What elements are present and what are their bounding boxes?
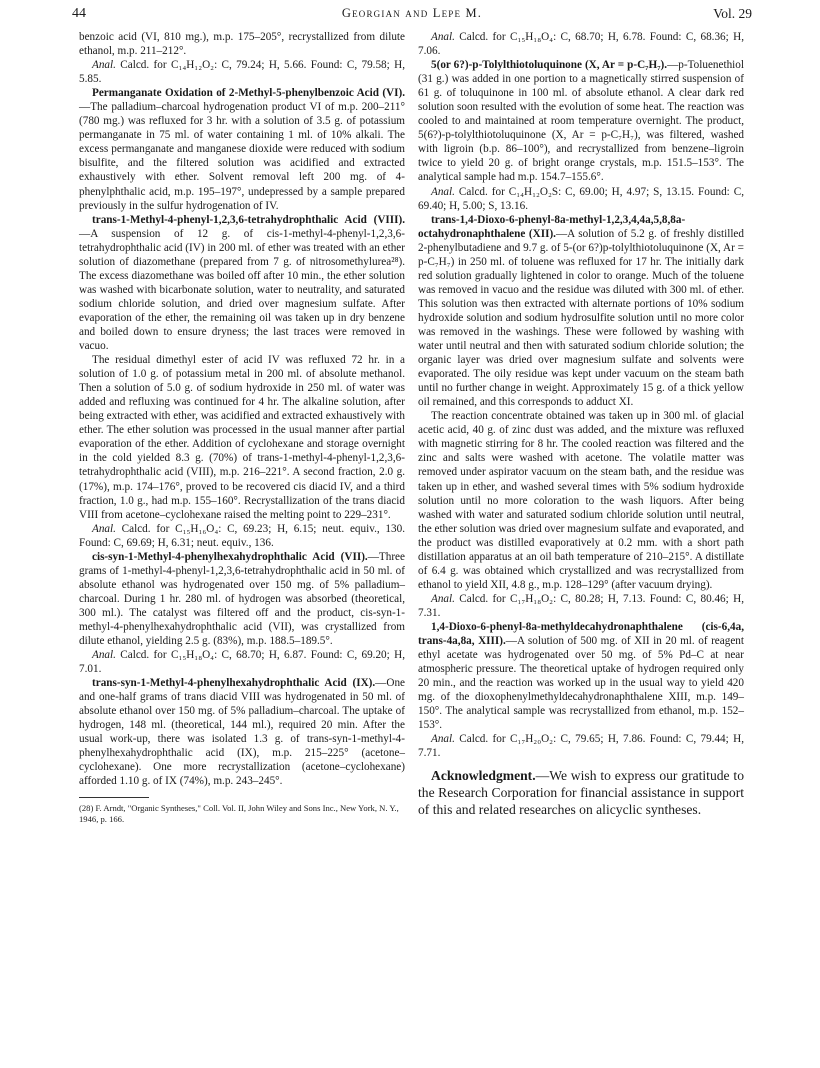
running-title: Georgian and Lepe M. [341,6,483,20]
paragraph [79,30,405,58]
paragraph-text: —The palladium–charcoal hydrogenation product VI of m.p. 200–211° (780 mg.) was refluxed for 3 hr. with a solution of 3.5 g. of potassium permanganate in 75 ml. of water containing 1 ml. of 10% alkali. The excess permanganate and manganese dioxide were reduced with sodium bisulfite, and the filtered solution was acidified and extracted exhaustively with ether. Solvent removal left 200 mg. of 4-phenylphthalic acid, m.p. 195–197°, undepressed by a sample prepared previously in the sulfur hydrogenation of IV. [79,101,405,212]
paragraph-text: The residual dimethyl ester of acid IV was refluxed 72 hr. in a solution of 1.0 g. of potassium metal in 200 ml. of absolute methanol. Then a solution of 5.0 g. of sodium hydroxide in 250 ml. of water was added and refluxing was continued for 4 hr. The alkaline solution, after being extracted with ether, was acidified and extracted exhaustively with ether. The ether solution was processed in the usual manner after partial evaporation of the ether. Addition of cyclohexane and storage overnight in the cold yielded 8.3 g. (70%) of trans-1-methyl-4-phenyl-1,2,3,6-tetrahydrophthalic acid (VIII), m.p. 216–221°. A second fraction, 2.0 g. (17%), m.p. 174–176°, proved to be recovered cis diacid IV, and a third fraction, 1.0 g., had m.p. 155–160°. Recrystallization of the trans diacid VIII from acetone–cyclohexane raised the melting point to 229–231°. [79,354,405,521]
paragraph [79,353,405,522]
analysis-label: Anal. [92,649,116,662]
paragraph [418,185,744,213]
paragraph-text: Calcd. for C₁₅H₁₈O₄: C, 68.70; H, 6.87. Found: C, 69.20; H, 7.01. [79,649,405,676]
paragraph [79,676,405,788]
paragraph [418,409,744,592]
paragraph-text: —One and one-half grams of trans diacid VIII was hydrogenated in 50 ml. of absolute ethanol over 150 mg. of 5% palladium–charcoal. The uptake of hydrogen, 148 ml. (theoretical, 144 ml.), required 20 min. After the usual work-up, there was isolated 1.3 g. of trans-syn-1-methyl-4-phenylhexahydrophthalic acid (IX), m.p. 215–225° (acetone–cyclohexane). One more recrystallization (acetone–cyclohexane) afforded 1.10 g. of IX (74%), m.p. 243–245°. [79,677,405,788]
paragraph [418,592,744,620]
left-column [79,30,405,825]
paragraph [418,620,744,732]
section-heading: Permanganate Oxidation of 2-Methyl-5-phenylbenzoic Acid (VI). [92,87,405,100]
analysis-label: Anal. [431,31,455,43]
section-heading: Acknowledgment. [431,768,536,784]
section-heading: cis-syn-1-Methyl-4-phenylhexahydrophthalic Acid (VII). [92,550,368,563]
paragraph-text: —We wish to express our gratitude to the Research Corporation for financial assistance in support of this and related researches on alicyclic syntheses. [418,768,744,818]
paragraph-text: Calcd. for C₁₄H₁₂O₂S: C, 69.00; H, 4.97; S, 13.15. Found: C, 69.40; H, 5.00; S, 13.16. [418,185,744,212]
footnote-rule [79,797,149,798]
paragraph [418,30,744,58]
paragraph [418,732,744,760]
paragraph-text: Calcd. for C₁₇H₂₀O₂: C, 79.65; H, 7.86. Found: C, 79.44; H, 7.71. [418,733,744,760]
paragraph [79,648,405,676]
paragraph [79,522,405,550]
paragraph-text: Calcd. for C₁₇H₁₈O₂: C, 80.28; H, 7.13. Found: C, 80.46; H, 7.31. [418,592,744,619]
paragraph [418,213,744,410]
analysis-label: Anal. [92,522,116,535]
paragraph [79,58,405,86]
paragraph-text: Calcd. for C₁₅H₁₈O₄: C, 68.70; H, 6.78. Found: C, 68.36; H, 7.06. [418,31,744,58]
analysis-label: Anal. [92,59,116,72]
paragraph [79,550,405,648]
section-heading: trans-1,4-Dioxo-6-phenyl-8a-methyl-1,2,3,4,4a,5,8,8a-octahydronaphthalene (XII). [418,213,686,240]
paragraph [79,213,405,353]
paragraph-text: Calcd. for C₁₅H₁₆O₄: C, 69.23; H, 6.15; neut. equiv., 130. Found: C, 69.69; H, 6.31; neut. equiv., 136. [79,522,405,549]
page-number: 44 [72,6,86,21]
paragraph-text: —p-Toluenethiol (31 g.) was added in one portion to a magnetically stirred suspension of 61 g. of toluquinone in 100 ml. of absolute ethanol. A clear dark red solution soon resulted with the evolution of some heat. The reaction was cooled to and maintained at room temperature overnight. The product, 5(6?)-p-tolylthiotoluquinone (X, Ar = p-C₇H₇), was filtered, washed with ligroin (b.p. 86–100°), and recrystallized from benzene–ligroin twice to yield 20 g. of bright orange crystals, m.p. 151.5–153°. The analytical sample had m.p. 154.7–155.6°. [418,59,744,184]
acknowledgment [418,767,744,818]
section-heading: 1,4-Dioxo-6-phenyl-8a-methyldecahydronaphthalene (cis-6,4a, trans-4a,8a, XIII). [418,620,744,648]
analysis-label: Anal. [431,185,455,198]
paragraph [418,58,744,184]
analysis-label: Anal. [431,592,455,605]
page-header [72,6,752,28]
section-heading: trans-1-Methyl-4-phenyl-1,2,3,6-tetrahydrophthalic Acid (VIII). [92,213,405,226]
section-heading: trans-syn-1-Methyl-4-phenylhexahydrophthalic Acid (IX). [92,677,376,690]
volume-label: Vol. 29 [713,6,752,21]
footnote: (28) F. Arndt, "Organic Syntheses," Coll. Vol. II, John Wiley and Sons Inc., New York, N. Y., 1946, p. 166. [79,802,399,824]
paragraph-text: benzoic acid (VI, 810 mg.), m.p. 175–205°, recrystallized from dilute ethanol, m.p. 211–212°. [79,31,405,58]
paragraph-text: The reaction concentrate obtained was taken up in 300 ml. of glacial acetic acid, 40 g. of zinc dust was added, and the mixture was refluxed with magnetic stirring for 8 hr. The cooled reaction was filtered and the zinc and salts were washed with acetone. The volatile matter was removed under aspirator vacuum on the steam bath, and the residue was taken up in ether, and washed several times with 5% sodium hydroxide solution until no more coloration to the wash liquors. After being washed with water and saturated sodium chloride solution until neutral, the ether solution was dried over magnesium sulfate and evaporated, and the product was distilled evaporatively at 0.2 mm. with a short path distillation apparatus at an oil bath temperature of 210–215°. A distillate of 6.4 g. was obtained which crystallized and was recrystallized from ethanol to yield XII, 4.8 g., m.p. 128–129° (after vacuum drying). [418,410,744,591]
paragraph [79,86,405,212]
analysis-label: Anal. [431,733,455,746]
paragraph-text: —Three grams of 1-methyl-4-phenyl-1,2,3,6-tetrahydrophthalic acid in 50 ml. of absolute ethanol was hydrogenated over 150 mg. of 5% palladium–charcoal. During 1 hr. 280 ml. of hydrogen was absorbed (theoretical, 300 ml.). The catalyst was filtered off and the product, cis-syn-1-methyl-4-phenylhexahydrophthalic acid (VII), was crystallized from dilute ethanol, yielding 2.5 g. (83%), m.p. 188.5–189.5°. [79,550,405,648]
paragraph-text: —A solution of 500 mg. of XII in 20 ml. of reagent ethyl acetate was hydrogenated over 50 mg. of 5% Pd–C at near atmospheric pressure. The theoretical uptake of hydrogen required only 20 min., and the reaction was worked up in the usual way to yield 420 mg. of the dioxophenylmethyldecahydronaphthalene XIII, m.p. 149–150°. The analytical sample was recrystallized from ethanol, m.p. 152–153°. [418,635,745,732]
paragraph-text: Calcd. for C₁₄H₁₂O₂: C, 79.24; H, 5.66. Found: C, 79.58; H, 5.85. [79,59,405,86]
paragraph-text: —A suspension of 12 g. of cis-1-methyl-4-phenyl-1,2,3,6-tetrahydrophthalic acid (IV) in 200 ml. of ether was treated with an ether solution of diazomethane (prepared from 7 g. of nitrosomethylurea²⁸). The excess diazomethane was boiled off after 10 min., the ether solution was washed with bicarbonate solution, water to neutrality, and saturated sodium chloride solution, and dried over magnesium sulfate. After evaporation of the ether, the remaining oil was taken up in dry benzene and boiled down to ensure dryness; the last traces were removed in vacuo. [79,227,405,353]
section-heading: 5(or 6?)-p-Tolylthiotoluquinone (X, Ar = p-C₇H₇). [431,59,668,72]
right-column [418,30,744,818]
paragraph-text: —A solution of 5.2 g. of freshly distilled 2-phenylbutadiene and 9.7 g. of 5-(or 6?)p-tolylthiotoluquinone (X, Ar = p-C₇H₇) in 250 ml. of toluene was refluxed for 17 hr. The initially dark red solution gradually lightened in color to orange. Much of the toluene was removed in vacuo and the residue was diluted with 300 ml. of ether. This solution was then extracted with alternate portions of 10% sodium hydroxide solution and sodium hydrosulfite solution until no more color was removed in the washings. These were followed by washing with water until neutral and then with saturated sodium chloride solution; the organic layer was dried over magnesium sulfate and solvents were evaporated. The oily residue was kept under vacuum on the steam bath until no further change in weight. Approximately 15 g. of a thick yellow oil remained, and this corresponds to adduct XI. [418,227,744,409]
